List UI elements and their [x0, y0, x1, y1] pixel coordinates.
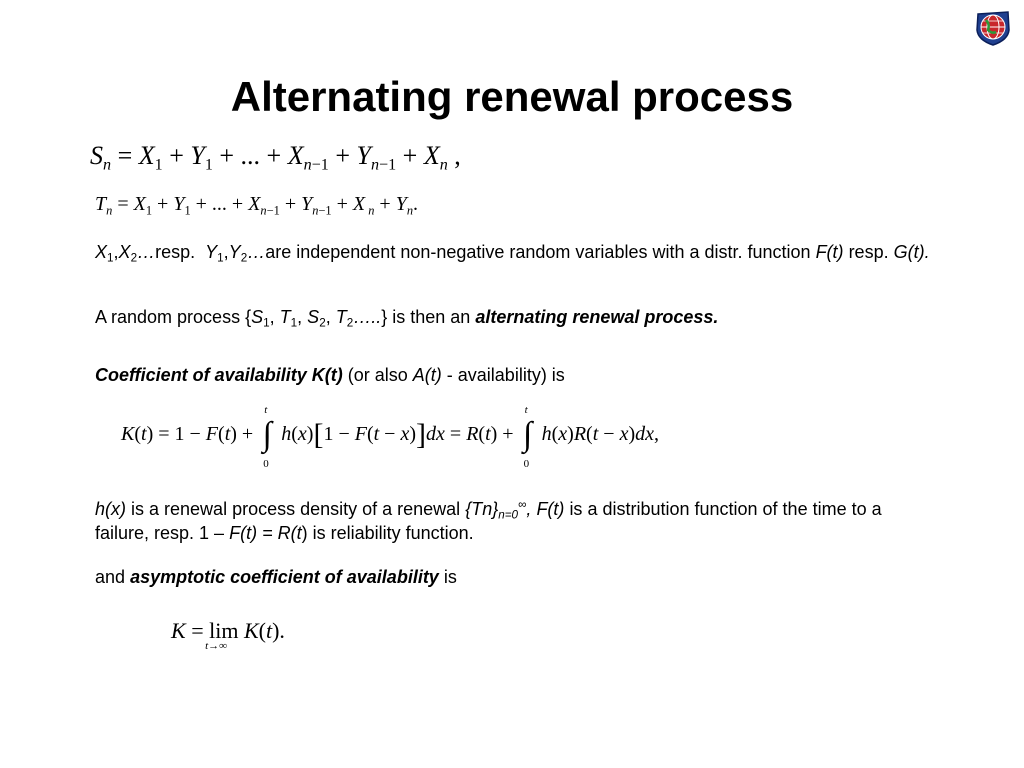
- globe-logo-icon: [974, 8, 1012, 46]
- paragraph-availability: Coefficient of availability K(t) (or also A(t) - availability) is: [95, 365, 565, 385]
- equation-tn: $T_n = X_1 + Y_1$ + ... + $X_{n-1} + Y_{n-1} + X$ $_n + Y_n$.: [95, 193, 419, 218]
- equation-sn: $S_n = X_1 + Y_1$ + ... + $X_{n-1} + Y_{n-1} + X_n$ ,: [90, 141, 461, 174]
- paragraph-variables: $X_1,X_2\dots resp$. $Y_1,Y_2\dots are$ independent non-negative random variables with a distr. function F(t) resp. G(t).: [95, 242, 930, 265]
- slide-title: Alternating renewal process: [230, 73, 794, 120]
- paragraph-asymptotic: and asymptotic coefficient of availability is: [95, 567, 457, 587]
- equation-kt: K(t) = 1 − F(t) + t ∫ 0 h(x)[1 − F(t − x)]dx = R(t) + t ∫ 0 h(x)R(t − x)dx,: [121, 404, 660, 471]
- equation-k-limit: K = lim t→∞ K(t).: [171, 618, 285, 652]
- paragraph-random-process: A random process {$S_1$, $T_1$, $S_2$, $T_2\dots$..} is then an alternating renewal process.: [95, 307, 719, 330]
- paragraph-renewal-density: h(x) is a renewal process density of a renewal $\{Tn\}_{n=0}^\infty$, F(t) is a distribution function of the time to a failure, resp. 1 – F(t) = R(t) is reliability function.: [95, 497, 882, 543]
